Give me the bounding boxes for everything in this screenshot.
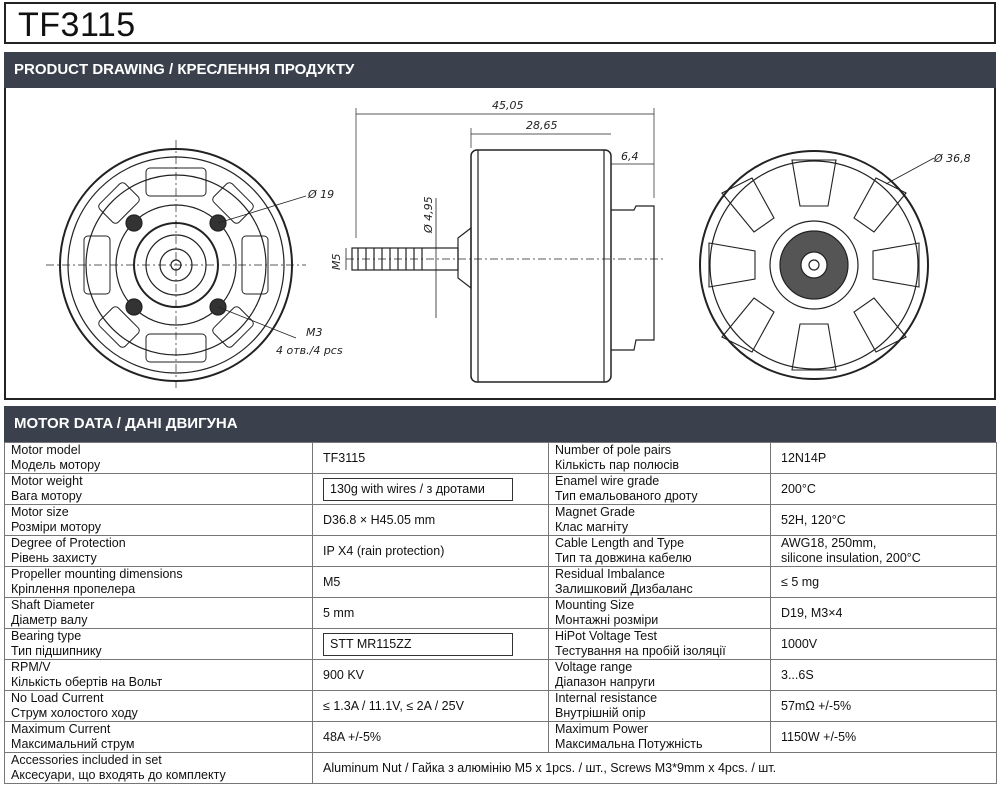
left-value-cell — [313, 443, 549, 474]
left-value: 5 mm — [323, 605, 355, 620]
label-en: Magnet Grade — [555, 505, 635, 519]
left-value-cell — [313, 722, 549, 753]
label-uk: Вага мотору — [11, 489, 82, 503]
right-value: ≤ 5 mg — [781, 574, 820, 589]
label-uk: Максимальний струм — [11, 737, 135, 751]
label-uk: Тестування на пробій ізоляції — [555, 644, 726, 658]
right-value-cell — [771, 660, 997, 691]
dim-m3-count: 4 отв./4 pcs — [276, 344, 343, 357]
right-value: 200°C — [781, 481, 816, 496]
label-en: Maximum Power — [555, 722, 649, 736]
right-value-cell — [771, 598, 997, 629]
title-box — [4, 2, 996, 44]
label-en: Motor size — [11, 505, 69, 519]
right-label — [549, 505, 771, 536]
left-label — [5, 505, 313, 536]
label-uk: Розміри мотору — [11, 520, 101, 534]
label-en: Internal resistance — [555, 691, 658, 705]
label-en: Propeller mounting dimensions — [11, 567, 183, 581]
right-value: D19, M3×4 — [781, 605, 843, 620]
rear-view-drawing — [700, 151, 934, 379]
right-value-cell — [771, 536, 997, 567]
motor-data-table — [4, 442, 997, 784]
left-value: M5 — [323, 574, 341, 589]
left-value: 130g with wires / з дротами — [323, 478, 513, 501]
right-label — [549, 474, 771, 505]
label-en: Mounting Size — [555, 598, 635, 612]
label-en: Bearing type — [11, 629, 82, 643]
drawing-svg — [6, 88, 998, 400]
left-value-cell — [313, 567, 549, 598]
right-value: 12N14P — [781, 450, 827, 465]
left-label — [5, 443, 313, 474]
right-label — [549, 536, 771, 567]
table-row — [5, 691, 997, 722]
label-uk: Аксесуари, що входять до комплекту — [11, 768, 226, 782]
dim-base-length: 6,4 — [621, 150, 639, 163]
left-label — [5, 660, 313, 691]
left-value: ≤ 1.3A / 11.1V, ≤ 2A / 25V — [323, 698, 464, 713]
right-label — [549, 722, 771, 753]
accessories-label — [5, 753, 313, 784]
left-label — [5, 691, 313, 722]
label-en: Number of pole pairs — [555, 443, 672, 457]
dim-shaft-diameter: Ø 4,95 — [422, 196, 435, 233]
label-uk: Клас магніту — [555, 520, 629, 534]
label-en: RPM/V — [11, 660, 51, 674]
product-drawing — [4, 88, 996, 400]
page-title: TF3115 — [18, 6, 136, 44]
right-value-cell — [771, 474, 997, 505]
left-label — [5, 722, 313, 753]
table-row-accessories — [5, 753, 997, 784]
table-row — [5, 443, 997, 474]
label-uk: Діапазон напруги — [555, 675, 655, 689]
right-value: 1150W +/-5% — [781, 729, 857, 744]
dim-d19: Ø 19 — [308, 188, 335, 201]
right-value-cell — [771, 567, 997, 598]
label-en: Cable Length and Type — [555, 536, 685, 550]
label-uk: Кількість обертів на Вольт — [11, 675, 163, 689]
left-label — [5, 598, 313, 629]
table-row — [5, 536, 997, 567]
label-en: HiPot Voltage Test — [555, 629, 657, 643]
table-row — [5, 722, 997, 753]
label-en: Degree of Protection — [11, 536, 126, 550]
right-label — [549, 567, 771, 598]
right-value: 3...6S — [781, 667, 814, 682]
left-value-cell — [313, 474, 549, 505]
right-value-cell — [771, 505, 997, 536]
right-value: AWG18, 250mm, — [781, 536, 877, 550]
left-value: 48A +/-5% — [323, 729, 382, 744]
left-value-cell — [313, 629, 549, 660]
label-en: Motor weight — [11, 474, 83, 488]
label-uk: Монтажні розміри — [555, 613, 659, 627]
label-en: Voltage range — [555, 660, 633, 674]
label-en: Motor model — [11, 443, 81, 457]
label-uk: Діаметр валу — [11, 613, 88, 627]
label-uk: Максимальна Потужність — [555, 737, 703, 751]
left-label — [5, 629, 313, 660]
accessories-value: Aluminum Nut / Гайка з алюмінію M5 x 1pcs. / шт., Screws M3*9mm x 4pcs. / шт. — [313, 753, 997, 784]
motor-data-table-container — [4, 442, 996, 800]
left-value: D36.8 × H45.05 mm — [323, 512, 436, 527]
right-value: 1000V — [781, 636, 818, 651]
label-uk: Рівень захисту — [11, 551, 97, 565]
left-value: 900 KV — [323, 667, 365, 682]
left-value: TF3115 — [323, 450, 366, 465]
right-value-cell — [771, 691, 997, 722]
right-value: 52H, 120°C — [781, 512, 846, 527]
dim-body-length: 28,65 — [526, 119, 558, 132]
label-uk: Тип підшипнику — [11, 644, 102, 658]
right-value-cell — [771, 443, 997, 474]
dim-d368: Ø 36,8 — [934, 152, 971, 165]
left-value-cell — [313, 598, 549, 629]
dim-m5: M5 — [330, 253, 343, 270]
dim-total-length: 45,05 — [492, 99, 524, 112]
right-label — [549, 598, 771, 629]
drawing-section-header: PRODUCT DRAWING / КРЕСЛЕННЯ ПРОДУКТУ — [4, 52, 996, 88]
table-row — [5, 505, 997, 536]
side-view-drawing — [346, 108, 666, 382]
left-value-cell — [313, 691, 549, 722]
front-view-drawing — [46, 140, 306, 388]
right-label — [549, 443, 771, 474]
table-row — [5, 660, 997, 691]
label-en: Residual Imbalance — [555, 567, 665, 581]
label-uk: Кількість пар полюсів — [555, 458, 679, 472]
left-value-cell — [313, 660, 549, 691]
label-uk: Тип емальованого дроту — [555, 489, 698, 503]
right-label — [549, 629, 771, 660]
table-row — [5, 598, 997, 629]
right-label — [549, 691, 771, 722]
label-uk: Залишковий Дизбаланс — [555, 582, 693, 596]
left-label — [5, 474, 313, 505]
right-value: 57mΩ +/-5% — [781, 698, 852, 713]
table-row — [5, 629, 997, 660]
right-label — [549, 660, 771, 691]
label-uk: Модель мотору — [11, 458, 101, 472]
right-value-line2: silicone insulation, 200°C — [781, 551, 921, 565]
left-value-cell — [313, 505, 549, 536]
left-value-cell — [313, 536, 549, 567]
dim-m3: M3 — [306, 326, 323, 339]
left-value: STT MR115ZZ — [323, 633, 513, 656]
table-row — [5, 474, 997, 505]
right-value-cell — [771, 722, 997, 753]
motor-data-section-header: MOTOR DATA / ДАНІ ДВИГУНА — [4, 406, 996, 442]
label-uk: Внутрішній опір — [555, 706, 646, 720]
table-row — [5, 567, 997, 598]
label-en: Accessories included in set — [11, 753, 162, 767]
label-uk: Кріплення пропелера — [11, 582, 136, 596]
left-label — [5, 536, 313, 567]
label-en: Maximum Current — [11, 722, 111, 736]
right-value-cell — [771, 629, 997, 660]
label-en: Enamel wire grade — [555, 474, 660, 488]
left-value: IP X4 (rain protection) — [323, 543, 445, 558]
label-en: Shaft Diameter — [11, 598, 95, 612]
label-uk: Струм холостого ходу — [11, 706, 138, 720]
left-label — [5, 567, 313, 598]
label-en: No Load Current — [11, 691, 104, 705]
label-uk: Тип та довжина кабелю — [555, 551, 692, 565]
